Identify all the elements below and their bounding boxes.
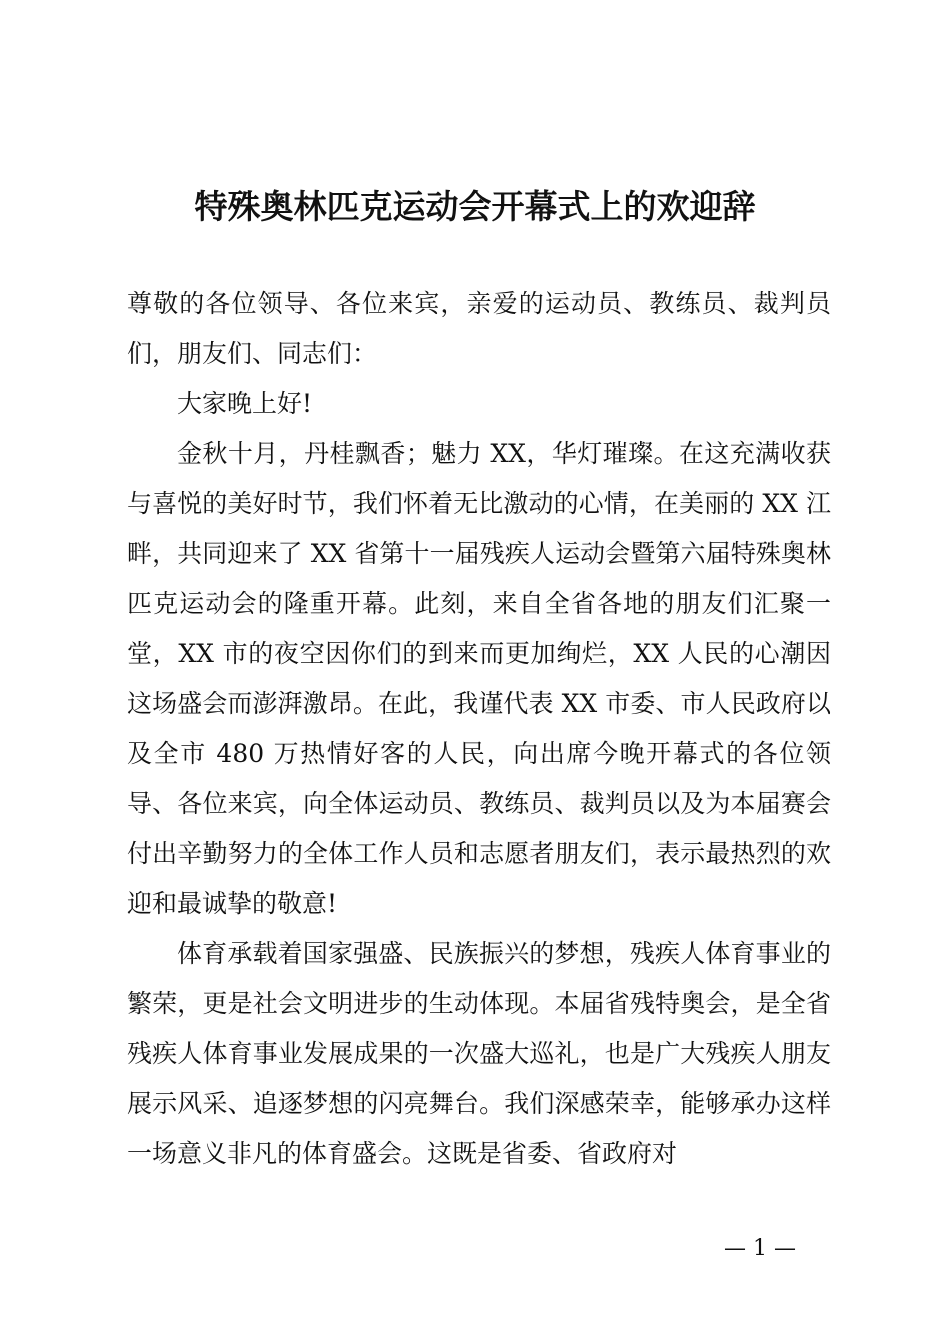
body-paragraph: 体育承载着国家强盛、民族振兴的梦想，残疾人体育事业的繁荣，更是社会文明进步的生动体现。本届省残特奥会，是全省残疾人体育事业发展成果的一次盛大巡礼，也是广大残疾人朋友展示风采、追逐梦想的闪亮舞台。我们深感荣幸，能够承办这样一场意义非凡的体育盛会。这既是省委、省政府对: [127, 939, 831, 1168]
document-title: 特殊奥林匹克运动会开幕式上的欢迎辞: [194, 187, 756, 226]
document-body: [127, 279, 831, 1179]
salutation-paragraph: 尊敬的各位领导、各位来宾，亲爱的运动员、教练员、裁判员们，朋友们、同志们：: [127, 289, 831, 368]
body-paragraph: 金秋十月，丹桂飘香；魅力 XX，华灯璀璨。在这充满收获与喜悦的美好时节，我们怀着无比激动的心情，在美丽的 XX 江畔，共同迎来了 XX 省第十一届残疾人运动会暨第六届特殊奥林匹克运动会的隆重开幕。此刻，来自全省各地的朋友们汇聚一堂，XX 市的夜空因你们的到来而更加绚烂，XX 人民的心潮因这场盛会而澎湃激昂。在此，我谨代表 XX 市委、市人民政府以及全市 480 万热情好客的人民，向出席今晚开幕式的各位领导、各位来宾，向全体运动员、教练员、裁判员以及为本届赛会付出辛勤努力的全体工作人员和志愿者朋友们，表示最热烈的欢迎和最诚挚的敬意!: [127, 439, 831, 918]
page-number: — 1 —: [724, 1236, 796, 1261]
greeting-paragraph: 大家晚上好!: [177, 389, 313, 418]
